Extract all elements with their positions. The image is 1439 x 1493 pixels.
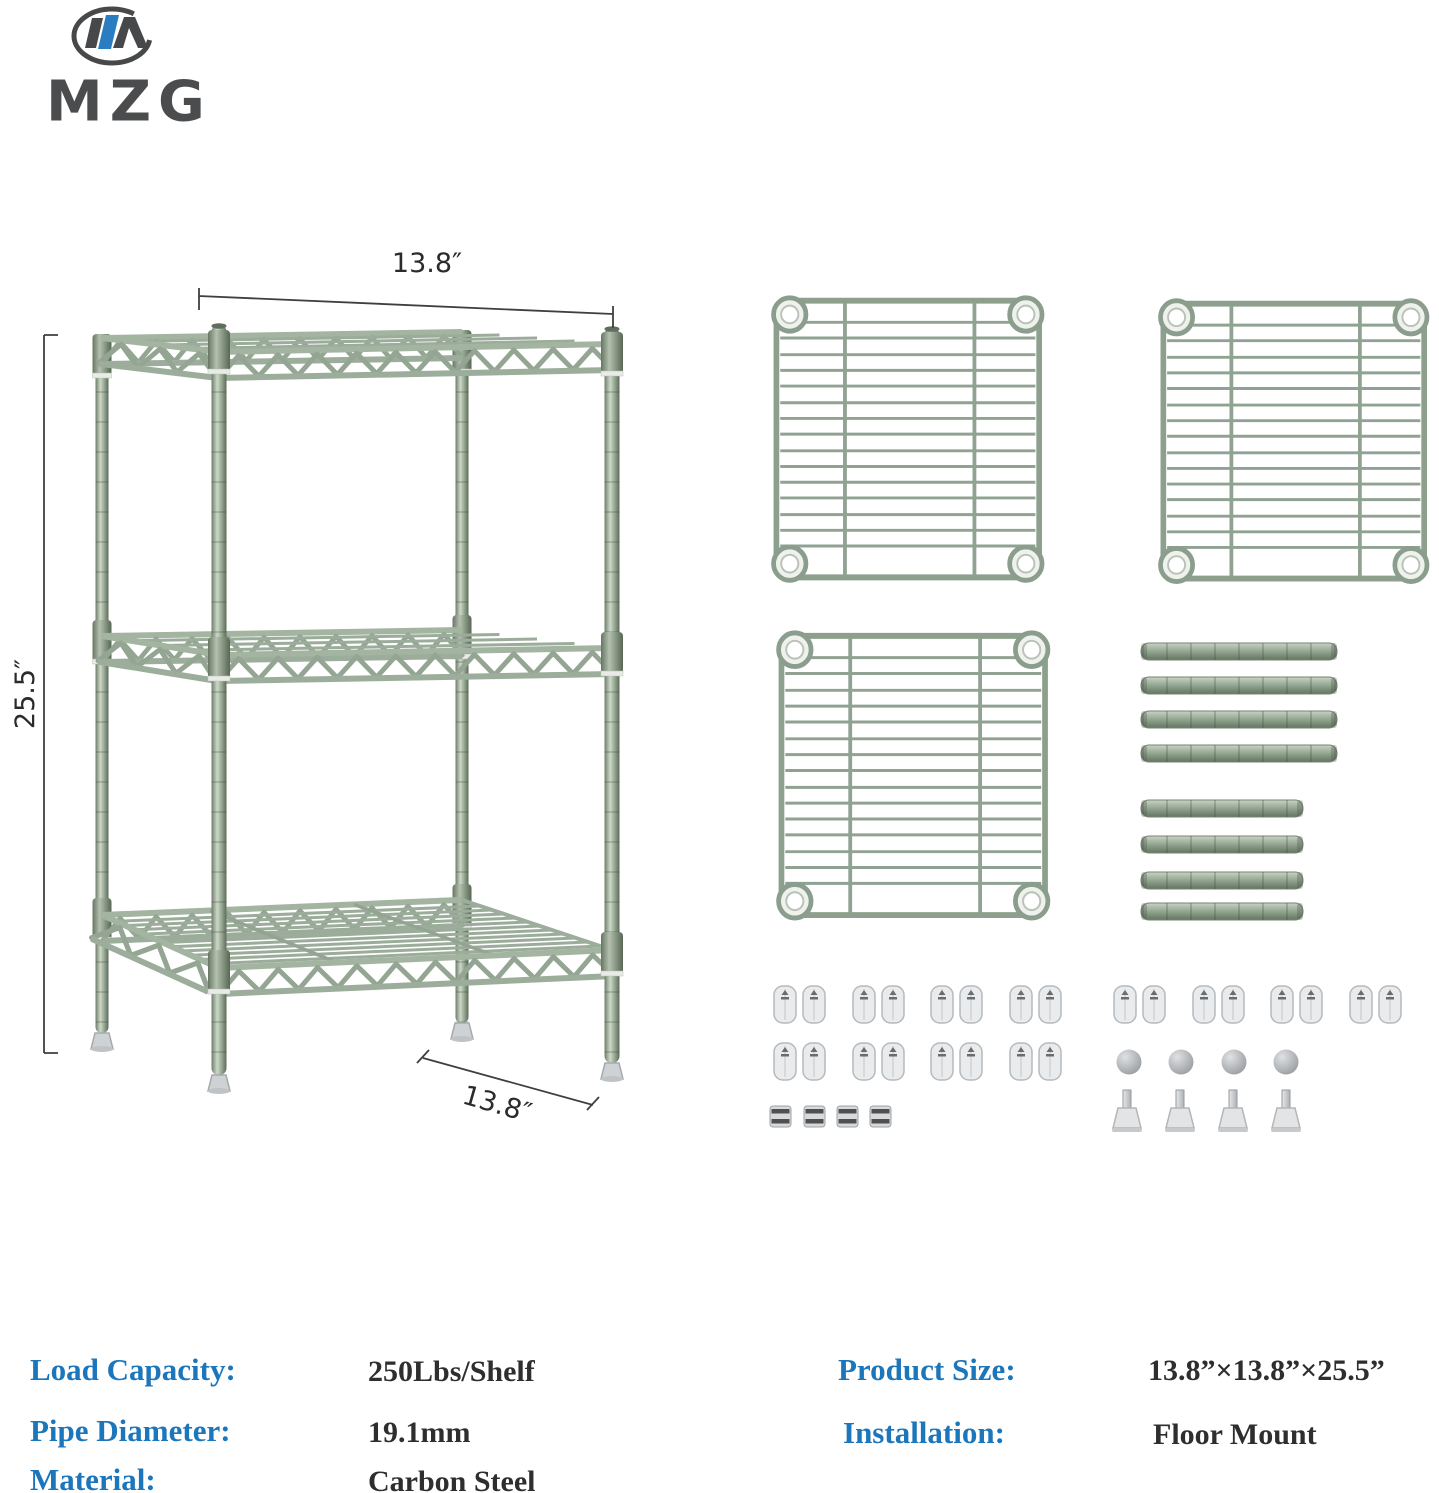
assembled-shelf-render	[44, 288, 623, 1110]
shelf-tier-middle	[98, 630, 613, 681]
part-long-poles	[1141, 643, 1337, 762]
brand-wordmark: MZG	[46, 69, 212, 135]
spec-installation-value: Floor Mount	[1153, 1418, 1317, 1451]
part-wire-shelf-2	[1161, 301, 1427, 582]
spec-material-value: Carbon Steel	[368, 1465, 536, 1493]
part-pole-connectors	[770, 1106, 891, 1127]
shelf-leveling-feet	[91, 1023, 623, 1094]
spec-load-capacity-value: 250Lbs/Shelf	[368, 1355, 535, 1388]
spec-product-size-value: 13.8”×13.8”×25.5”	[1148, 1354, 1385, 1387]
dimension-depth-label: 13.8″	[458, 1079, 536, 1130]
spec-load-capacity-label: Load Capacity:	[30, 1352, 236, 1387]
part-leveling-feet	[1112, 1090, 1301, 1132]
spec-product-size-label: Product Size:	[838, 1352, 1016, 1387]
part-short-poles	[1141, 800, 1303, 920]
spec-pipe-diameter-value: 19.1mm	[368, 1416, 471, 1449]
dimension-width-label: 13.8″	[391, 248, 463, 279]
spec-installation-label: Installation:	[843, 1415, 1005, 1450]
parts-diagram	[770, 298, 1427, 1132]
part-wire-shelf-3	[779, 633, 1048, 918]
part-wire-shelf-1	[774, 298, 1042, 581]
brand-logo-icon	[74, 9, 150, 63]
part-top-caps	[1117, 1050, 1299, 1075]
shelf-tier-bottom	[91, 900, 613, 994]
dimension-height-label: 25.5″	[10, 658, 41, 730]
spec-pipe-diameter-label: Pipe Diameter:	[30, 1413, 231, 1448]
spec-material-label: Material:	[30, 1462, 156, 1493]
shelf-tier-top	[99, 332, 613, 378]
part-sleeve-clips	[774, 986, 1401, 1080]
